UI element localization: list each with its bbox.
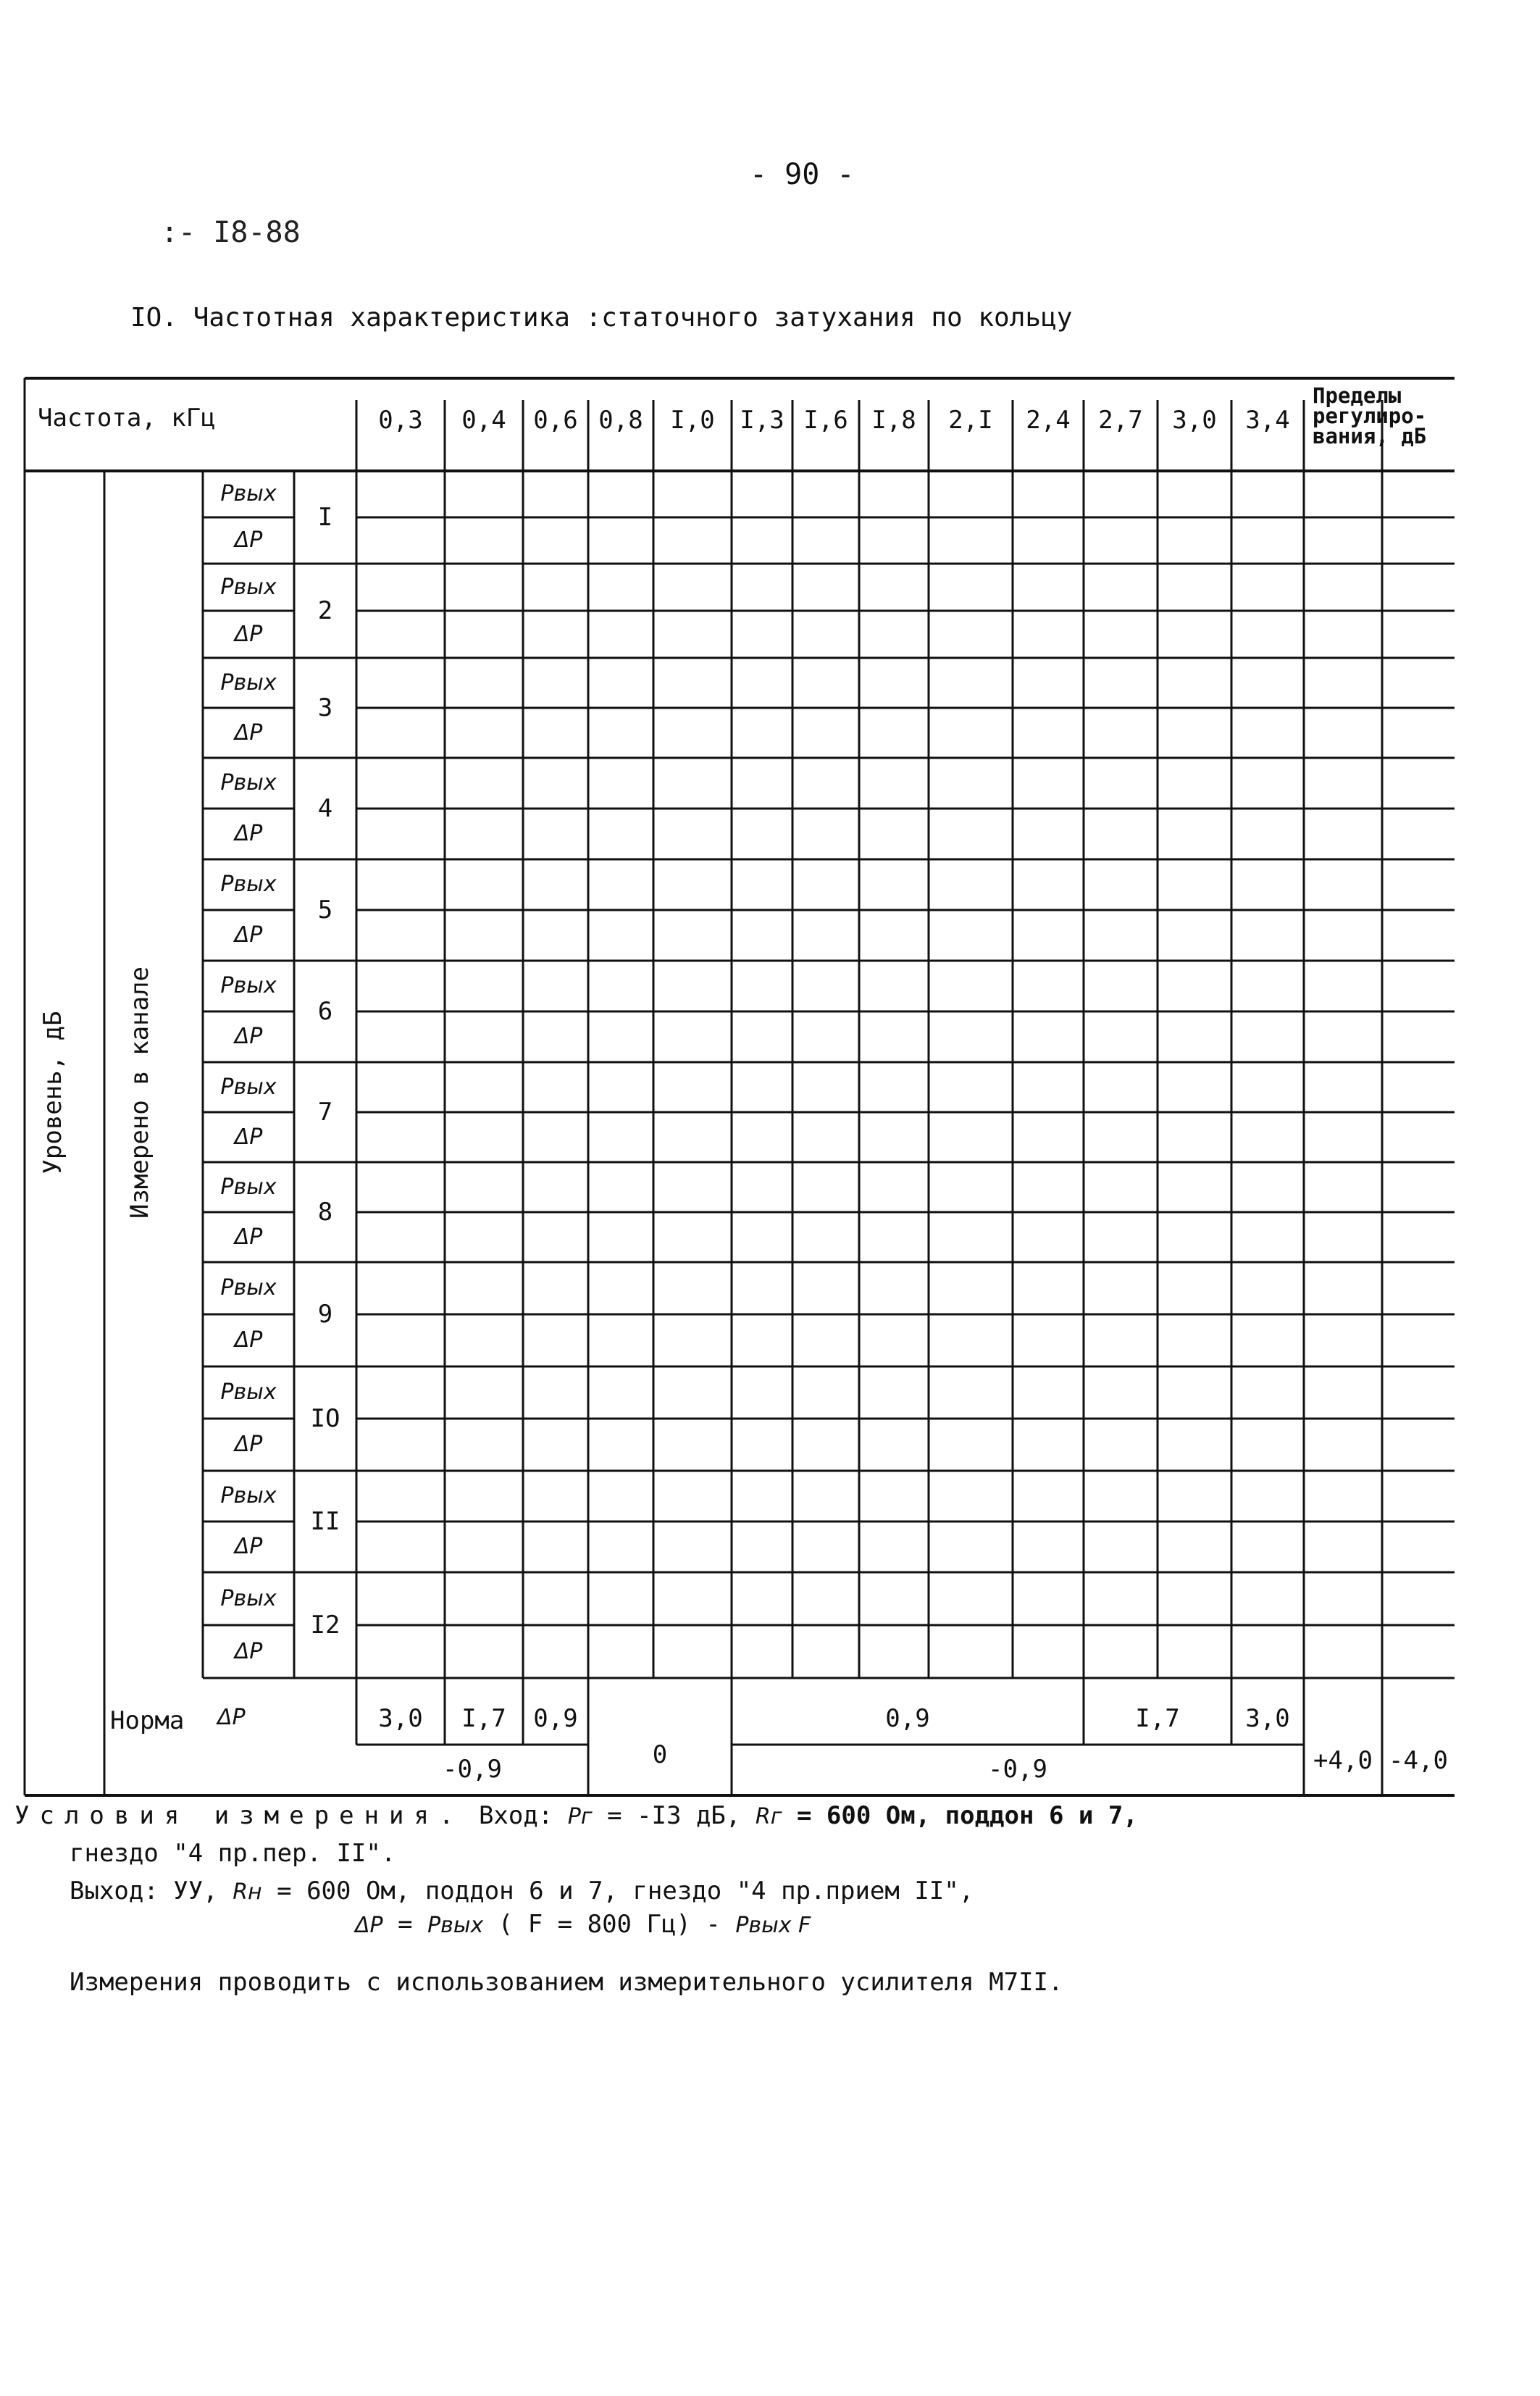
row-p-out-label: Pвых [220, 669, 277, 696]
output-rn-symbol: Rн [233, 1879, 262, 1905]
channel-number: 7 [317, 1098, 333, 1127]
row-delta-p-label: ΔP [234, 621, 263, 647]
formula-p-out: Pвых [427, 1913, 484, 1938]
row-p-out-label: Pвых [220, 1275, 277, 1301]
channel-number: 3 [317, 693, 333, 722]
frequency-header-cell: 3,4 [1245, 406, 1290, 435]
document-code: :- I8-88 [161, 216, 301, 249]
row-delta-p-label: ΔP [234, 1638, 263, 1664]
row-p-out-label: Pвых [220, 872, 277, 897]
limits-header: Пределы регулиро-вания, дБ [1313, 383, 1427, 448]
formula-equals: = [398, 1910, 413, 1939]
frequency-header-cell: 3,0 [1172, 406, 1217, 435]
frequency-header-cell: 0,8 [598, 406, 643, 435]
row-delta-p-label: ΔP [234, 1534, 263, 1559]
row-p-out-label: Pвых [220, 1483, 277, 1508]
input-pg-symbol: Pг [567, 1804, 593, 1829]
conditions-line-3 [70, 1877, 974, 1905]
section-title: IO. Частотная характеристика :статочного затухания по кольцу [130, 303, 1073, 333]
frequency-header-cell: I,8 [871, 406, 916, 435]
frequency-header-cell: I,6 [803, 406, 848, 435]
frequency-header-cell: 2,I [948, 406, 993, 435]
row-p-out-label: Pвых [220, 1174, 277, 1200]
row-delta-p-label: ΔP [234, 527, 263, 553]
norm-upper-value: 3,0 [378, 1704, 423, 1733]
norm-upper-value: 0,9 [533, 1704, 578, 1733]
channel-number: 6 [317, 997, 333, 1026]
regulation-limit-value: +4,0 [1313, 1746, 1373, 1775]
norm-lower-value: -0,9 [988, 1755, 1047, 1784]
page-number: - 90 - [750, 158, 855, 191]
channel-number: II [310, 1507, 340, 1536]
measurement-note: Измерения проводить с использованием измерительного усилителя М7II. [70, 1968, 1063, 1997]
row-p-out-label: Pвых [220, 973, 277, 998]
row-delta-p-label: ΔP [234, 922, 263, 948]
formula-frequency: ( F = 800 Гц) - [498, 1910, 721, 1939]
channel-number: 5 [317, 896, 333, 924]
input-rest: = 600 Ом, поддон 6 и 7, [796, 1801, 1138, 1830]
channel-number: 2 [317, 596, 333, 625]
row-p-out-label: Pвых [220, 481, 277, 506]
input-level-value: = -I3 дБ, [607, 1801, 741, 1830]
formula-p-out-f: Pвых F [735, 1913, 811, 1938]
channel-number: 9 [317, 1300, 333, 1329]
row-p-out-label: Pвых [220, 1585, 277, 1611]
channel-number: I2 [310, 1611, 340, 1640]
regulation-limit-value: -4,0 [1389, 1746, 1448, 1775]
norm-lower-value: -0,9 [443, 1755, 502, 1784]
conditions-line-2: гнездо "4 пр.пер. II". [70, 1839, 396, 1868]
norm-upper-value: 0,9 [885, 1704, 930, 1733]
input-rg-symbol: Rг [755, 1804, 782, 1829]
row-delta-p-label: ΔP [234, 1124, 263, 1150]
channel-number: 4 [317, 794, 333, 823]
frequency-header-cell: 0,3 [378, 406, 423, 435]
channel-number: I [317, 503, 333, 532]
row-p-out-label: Pвых [220, 1379, 277, 1405]
channel-number: 8 [317, 1198, 333, 1227]
row-p-out-label: Pвых [220, 574, 277, 600]
frequency-header-cell: 0,4 [461, 406, 506, 435]
norm-upper-value: I,7 [1135, 1704, 1180, 1733]
conditions-line-1 [14, 1801, 1138, 1830]
conditions-heading: Условия измерения. [14, 1801, 464, 1830]
row-delta-p-label: ΔP [234, 1432, 263, 1457]
frequency-header-cell: I,3 [740, 406, 784, 435]
frequency-header-cell: 2,4 [1026, 406, 1071, 435]
measured-label: Измерено в канале [125, 967, 154, 1219]
row-delta-p-label: ΔP [234, 821, 263, 846]
row-p-out-label: Pвых [220, 1074, 277, 1100]
frequency-header-cell: 0,6 [533, 406, 578, 435]
norm-upper-value: 3,0 [1245, 1704, 1290, 1733]
row-delta-p-label: ΔP [234, 719, 263, 746]
norm-delta-symbol: ΔP [217, 1705, 246, 1730]
row-delta-p-label: ΔP [234, 1024, 263, 1049]
row-delta-p-label: ΔP [234, 1224, 263, 1250]
norm-lower-value: 0 [652, 1740, 668, 1769]
formula-delta-p: ΔP [355, 1913, 383, 1938]
input-label: Вход: [478, 1801, 553, 1830]
frequency-header-cell: 2,7 [1098, 406, 1143, 435]
row-delta-p-label: ΔP [234, 1327, 263, 1353]
conditions-formula [355, 1910, 811, 1939]
norm-upper-value: I,7 [461, 1704, 506, 1733]
output-label: Выход: УУ, [70, 1877, 218, 1905]
frequency-label: Частота, кГц [38, 404, 216, 433]
level-label: Уровень, дБ [38, 1011, 67, 1174]
frequency-header-cell: I,0 [670, 406, 715, 435]
row-p-out-label: Pвых [220, 770, 277, 796]
norm-label: Норма [110, 1706, 185, 1735]
output-rest: = 600 Ом, поддон 6 и 7, гнездо "4 пр.прием II", [277, 1877, 974, 1905]
channel-number: IO [310, 1404, 340, 1433]
